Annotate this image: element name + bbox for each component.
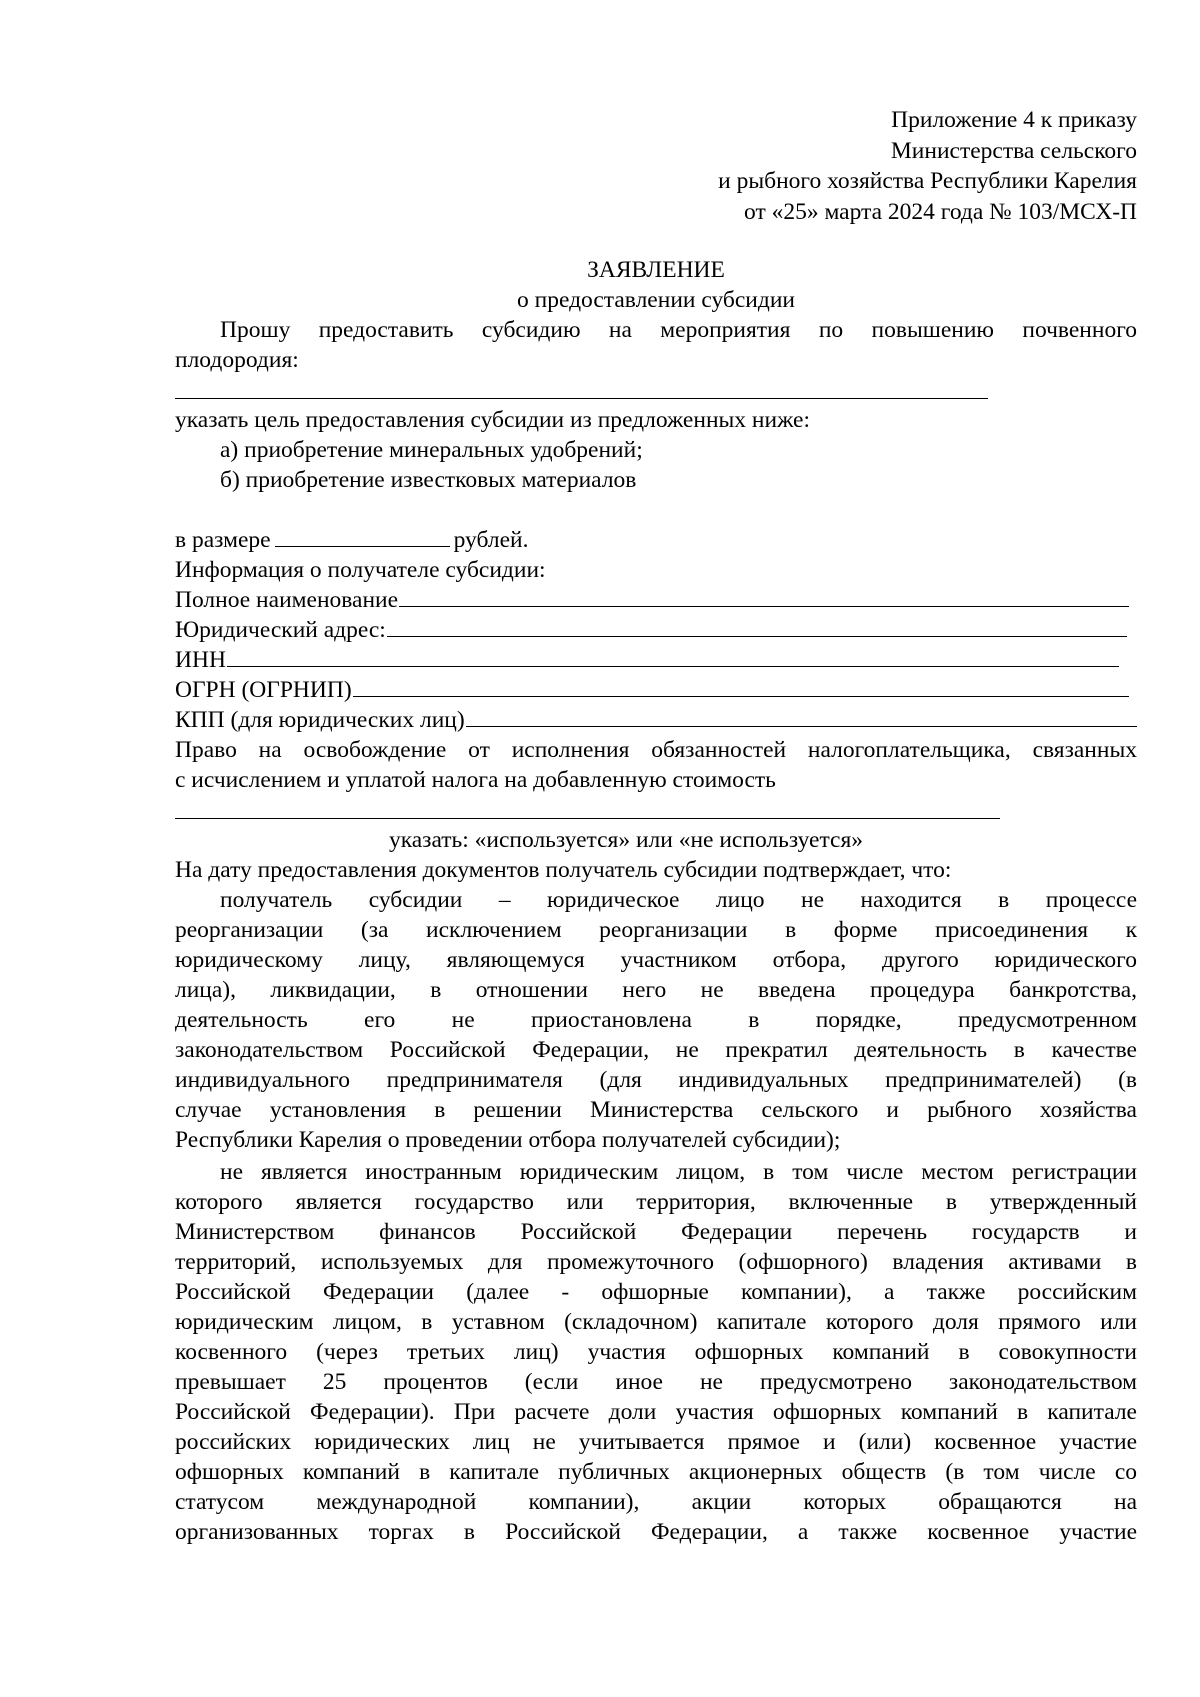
amount-prefix: в размере <box>175 527 271 553</box>
legal-address-field <box>175 615 1127 645</box>
inn-field <box>175 645 1119 675</box>
document-content <box>175 105 1137 1547</box>
paragraph-line: случае установления в решении Министерства сельского и рыбного хозяйства <box>175 1097 1137 1123</box>
paragraph-line: которого является государство или территория, включенные в утвержденный <box>175 1189 1137 1215</box>
purpose-option-b: б) приобретение известковых материалов <box>220 467 637 493</box>
recipient-heading: Информация о получателе субсидии: <box>175 557 546 583</box>
vat-text: Право на освобождение от исполнения обязанностей налогоплательщика, связанных <box>175 737 1137 763</box>
vat-text: с исчислением и уплатой налога на добавленную стоимость <box>175 767 776 793</box>
paragraph-line: организованных торгах в Российской Федерации, а также косвенное участие <box>175 1519 1137 1545</box>
full-name-blank[interactable] <box>399 585 1129 607</box>
paragraph-line: юридическим лицом, в уставном (складочном) капитале которого доля прямого или <box>175 1309 1137 1335</box>
purpose-hint: указать цель предоставления субсидии из предложенных ниже: <box>175 407 810 433</box>
document-title: ЗАЯВЛЕНИЕ <box>587 257 725 283</box>
paragraph-line: Министерством финансов Российской Федерации перечень государств и <box>175 1219 1137 1245</box>
inn-blank[interactable] <box>227 645 1119 667</box>
purpose-blank[interactable] <box>175 375 1137 405</box>
vat-hint: указать: «используется» или «не используется» <box>388 827 864 853</box>
header-line: и рыбного хозяйства Республики Карелия <box>718 168 1137 194</box>
purpose-option-a: а) приобретение минеральных удобрений; <box>220 437 643 463</box>
full-name-label: Полное наименование <box>175 587 399 613</box>
paragraph-line: юридическому лицу, являющемуся участником отбора, другого юридического <box>175 947 1137 973</box>
full-name-field <box>175 585 1129 615</box>
ogrn-field <box>175 675 1129 705</box>
paragraph-line: лица), ликвидации, в отношении него не введена процедура банкротства, <box>175 977 1137 1003</box>
vat-blank[interactable] <box>175 795 1137 825</box>
amount-line <box>175 525 1137 555</box>
paragraph-line: законодательством Российской Федерации, не прекратил деятельность в качестве <box>175 1037 1137 1063</box>
confirm-intro: На дату предоставления документов получатель субсидии подтверждает, что: <box>175 857 952 883</box>
request-text: Прошу предоставить субсидию на мероприятия по повышению почвенного <box>220 317 1137 343</box>
confirm-paragraph-2 <box>175 1157 1137 1547</box>
legal-address-label: Юридический адрес: <box>175 617 386 643</box>
kpp-label: КПП (для юридических лиц) <box>175 707 465 733</box>
paragraph-line: индивидуального предпринимателя (для индивидуальных предпринимателей) (в <box>175 1067 1137 1093</box>
amount-suffix: рублей. <box>453 527 529 553</box>
paragraph-line: не является иностранным юридическим лицом, в том числе местом регистрации <box>220 1159 1137 1185</box>
header-line: Министерства сельского <box>890 137 1137 164</box>
confirm-paragraph-1 <box>175 885 1137 1155</box>
paragraph-line: превышает 25 процентов (если иное не предусмотрено законодательством <box>175 1369 1137 1395</box>
paragraph-line: территорий, используемых для промежуточного (офшорного) владения активами в <box>175 1249 1137 1275</box>
document-subtitle: о предоставлении субсидии <box>517 287 795 313</box>
paragraph-line: Российской Федерации). При расчете доли участия офшорных компаний в капитале <box>175 1399 1137 1425</box>
appendix-header <box>175 105 1137 227</box>
kpp-field <box>175 705 1137 735</box>
paragraph-line: Республики Карелия о проведении отбора получателей субсидии); <box>175 1127 841 1153</box>
kpp-blank[interactable] <box>466 705 1137 727</box>
paragraph-line: Российской Федерации (далее - офшорные компании), а также российским <box>175 1279 1137 1305</box>
header-line: Приложение 4 к приказу <box>891 107 1137 133</box>
request-text: плодородия: <box>175 347 299 373</box>
inn-label: ИНН <box>175 647 226 673</box>
paragraph-line: косвенного (через третьих лиц) участия офшорных компаний в совокупности <box>175 1339 1137 1365</box>
header-line: от «25» марта 2024 года № 103/МСХ-П <box>744 198 1137 225</box>
ogrn-blank[interactable] <box>353 675 1129 697</box>
paragraph-line: деятельность его не приостановлена в порядке, предусмотренном <box>175 1007 1137 1033</box>
paragraph-line: получатель субсидии – юридическое лицо не находится в процессе <box>220 887 1137 913</box>
paragraph-line: офшорных компаний в капитале публичных акционерных обществ (в том числе со <box>175 1459 1137 1485</box>
amount-blank[interactable] <box>275 525 450 547</box>
legal-address-blank[interactable] <box>387 615 1127 637</box>
ogrn-label: ОГРН (ОГРНИП) <box>175 677 352 703</box>
paragraph-line: реорганизации (за исключением реорганизации в форме присоединения к <box>175 917 1137 943</box>
paragraph-line: статусом международной компании), акции которых обращаются на <box>175 1489 1137 1515</box>
paragraph-line: российских юридических лиц не учитывается прямое и (или) косвенное участие <box>175 1429 1137 1455</box>
